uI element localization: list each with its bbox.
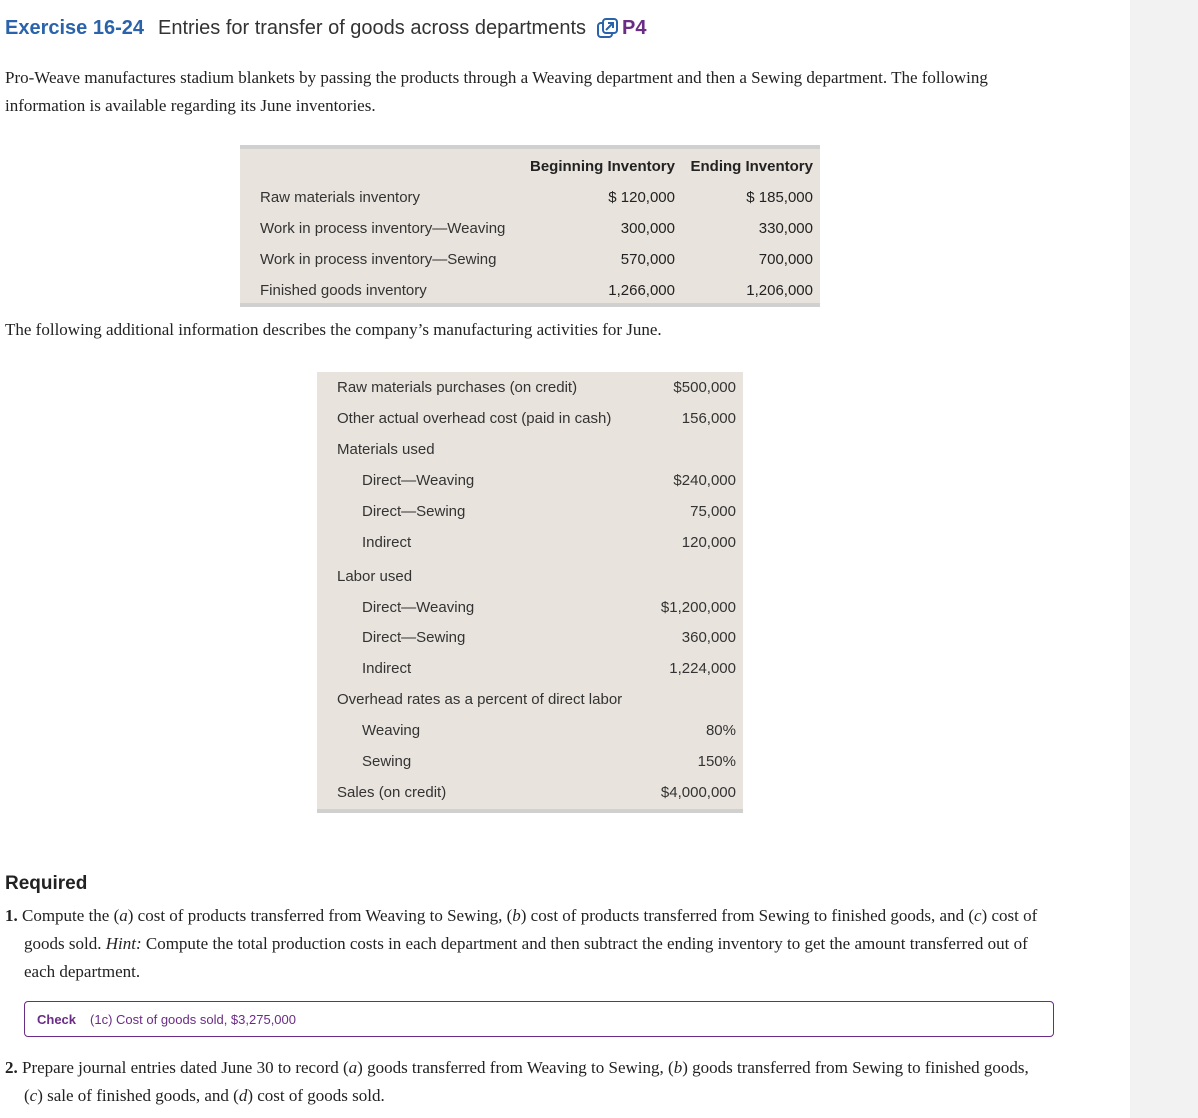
table-row xyxy=(317,716,743,746)
question-text: ) cost of goods sold. xyxy=(247,1086,385,1105)
table-row xyxy=(317,404,743,434)
row-label: Sales (on credit) xyxy=(337,784,447,801)
question-number: 2. xyxy=(5,1058,18,1077)
question-1 xyxy=(5,902,1045,986)
row-label: Indirect xyxy=(362,534,412,551)
beginning-value: $ 120,000 xyxy=(608,189,675,206)
row-label: Weaving xyxy=(362,722,421,739)
row-value: 80% xyxy=(705,722,736,739)
row-value: 75,000 xyxy=(690,503,736,520)
table-row xyxy=(317,623,743,653)
row-label: Raw materials purchases (on credit) xyxy=(337,379,578,396)
row-label: Overhead rates as a percent of direct labor xyxy=(337,691,623,708)
question-number: 1. xyxy=(5,906,18,925)
row-value: $4,000,000 xyxy=(660,784,736,801)
row-label: Work in process inventory—Sewing xyxy=(260,251,497,268)
ending-value: $ 185,000 xyxy=(746,189,813,206)
ending-value: 1,206,000 xyxy=(746,282,813,299)
table-header-row xyxy=(240,151,820,182)
row-label: Sewing xyxy=(362,753,412,770)
row-label: Other actual overhead cost (paid in cash) xyxy=(337,410,612,427)
objective-tag[interactable]: P4 xyxy=(622,17,647,39)
part-letter: d xyxy=(238,1086,248,1105)
table-row xyxy=(317,593,743,623)
part-letter: c xyxy=(974,906,982,925)
hint-text: Compute the total production costs in each department and then subtract the ending inventory to get the amount transferred out of each department. xyxy=(24,934,1028,981)
table-row xyxy=(317,497,743,527)
check-text: (1c) Cost of goods sold, $3,275,000 xyxy=(90,1011,296,1027)
table-row xyxy=(240,182,820,213)
activity-table xyxy=(317,372,743,813)
row-label: Direct—Sewing xyxy=(362,629,466,646)
row-value: $240,000 xyxy=(673,472,736,489)
question-text: ) cost of goods sold. xyxy=(24,906,1038,953)
ending-value: 700,000 xyxy=(758,251,813,268)
question-text: Compute the ( xyxy=(17,906,120,925)
row-label: Finished goods inventory xyxy=(260,282,427,299)
inventory-table xyxy=(240,145,820,307)
part-letter: c xyxy=(29,1086,38,1105)
row-value: $500,000 xyxy=(673,379,736,396)
exercise-number: Exercise 16-24 xyxy=(5,17,145,39)
beginning-value: 1,266,000 xyxy=(608,282,675,299)
intro-paragraph: Pro-Weave manufactures stadium blankets by passing the products through a Weaving department and then a Sewing department. The following information is available regarding its June inventories. xyxy=(5,68,988,115)
check-label: Check xyxy=(37,1011,77,1027)
question-text: Prepare journal entries dated June 30 to record ( xyxy=(17,1058,349,1077)
table-row xyxy=(317,747,743,777)
row-value: 156,000 xyxy=(681,410,736,427)
table-row xyxy=(317,778,743,808)
row-value: $1,200,000 xyxy=(660,599,736,616)
question-text: ) cost of products transferred from Weaving to Sewing, ( xyxy=(127,906,513,925)
exercise-title: Entries for transfer of goods across departments xyxy=(158,17,586,39)
hint-label: Hint: xyxy=(105,934,142,953)
col-header-ending: Ending Inventory xyxy=(690,158,813,175)
table-row xyxy=(317,685,743,715)
part-letter: a xyxy=(348,1058,358,1077)
question-text: ) goods transferred from Sewing to finished goods, ( xyxy=(24,1058,1029,1105)
ending-value: 330,000 xyxy=(758,220,813,237)
question-text: ) sale of finished goods, and ( xyxy=(37,1086,239,1105)
table-row xyxy=(240,275,820,306)
question-2 xyxy=(5,1054,1045,1110)
table-row xyxy=(317,528,743,558)
question-text: ) cost of products transferred from Sewing to finished goods, and ( xyxy=(520,906,974,925)
part-letter: a xyxy=(119,906,128,925)
row-label: Indirect xyxy=(362,660,412,677)
beginning-value: 300,000 xyxy=(620,220,675,237)
beginning-value: 570,000 xyxy=(620,251,675,268)
table-row xyxy=(240,213,820,244)
row-label: Labor used xyxy=(337,568,413,585)
table-row xyxy=(317,435,743,465)
row-label: Direct—Weaving xyxy=(362,472,475,489)
row-value: 150% xyxy=(697,753,736,770)
row-label: Materials used xyxy=(337,441,435,458)
part-letter: b xyxy=(512,906,521,925)
row-label: Direct—Weaving xyxy=(362,599,475,616)
right-margin-strip xyxy=(1130,0,1198,1118)
table-row xyxy=(317,562,743,592)
table-row xyxy=(317,654,743,684)
table-row xyxy=(240,244,820,275)
external-link-icon[interactable] xyxy=(596,18,618,40)
row-label: Work in process inventory—Weaving xyxy=(260,220,506,237)
part-letter: b xyxy=(673,1058,683,1077)
row-value: 360,000 xyxy=(681,629,736,646)
row-value: 1,224,000 xyxy=(669,660,736,677)
additional-info-paragraph: The following additional information describes the company’s manufacturing activities for June. xyxy=(5,320,662,339)
question-text: ) goods transferred from Weaving to Sewing, ( xyxy=(357,1058,674,1077)
table-row xyxy=(317,373,743,403)
table-row xyxy=(317,466,743,496)
row-label: Direct—Sewing xyxy=(362,503,466,520)
required-heading: Required xyxy=(5,873,88,894)
check-figure-box xyxy=(24,1001,1054,1037)
col-header-beginning: Beginning Inventory xyxy=(529,158,675,175)
exercise-header xyxy=(5,17,646,40)
row-label: Raw materials inventory xyxy=(260,189,421,206)
row-value: 120,000 xyxy=(681,534,736,551)
